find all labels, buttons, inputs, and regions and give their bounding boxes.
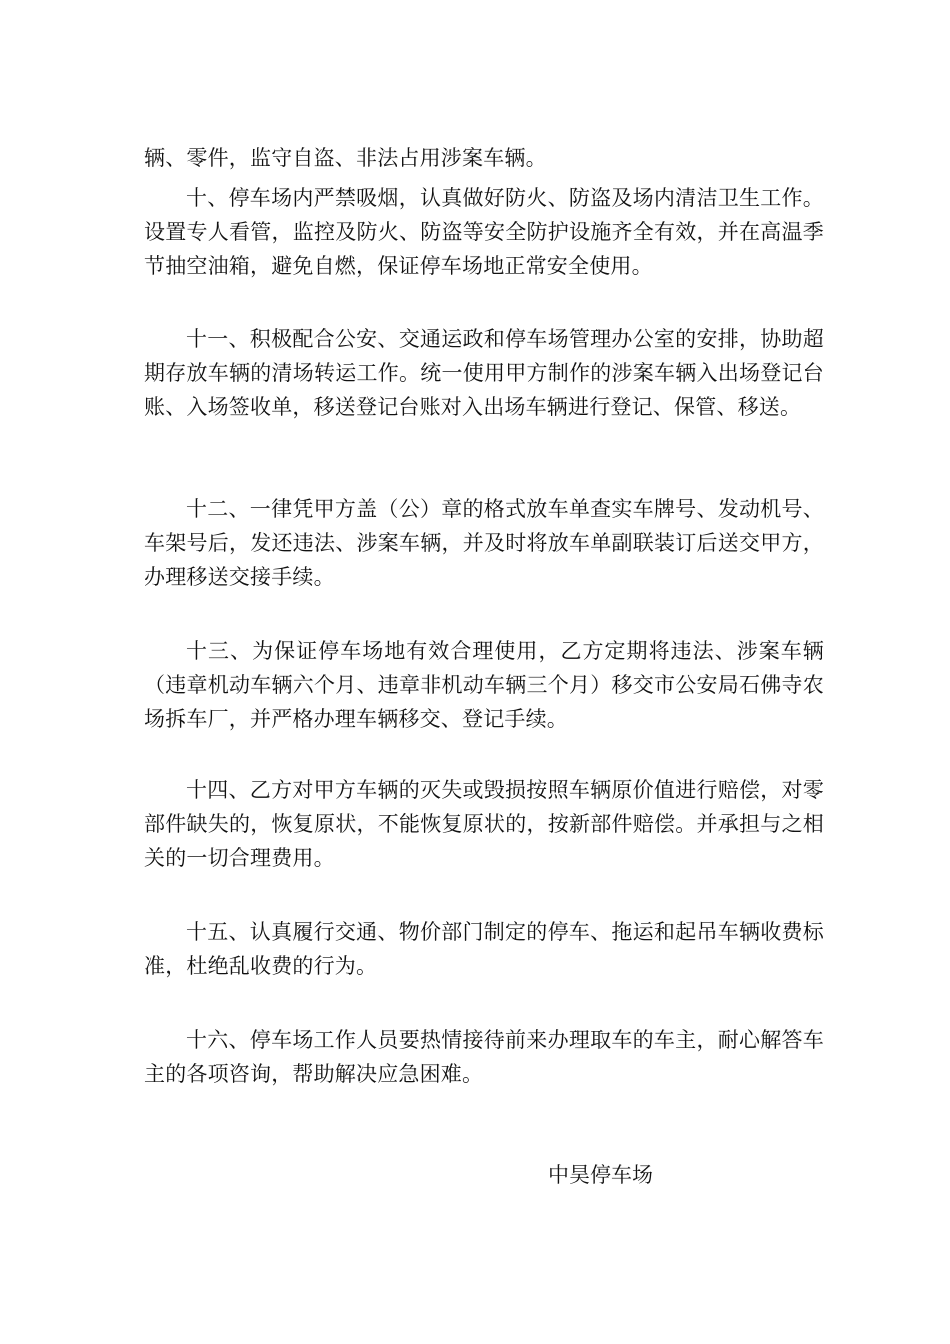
clause-13: 十三、为保证停车场地有效合理使用，乙方定期将违法、涉案车辆（违章机动车辆六个月、违章非机动车辆三个月）移交市公安局石佛寺农场拆车厂，并严格办理车辆移交、登记手续。 <box>144 639 824 731</box>
clause-14: 十四、乙方对甲方车辆的灭失或毁损按照车辆原价值进行赔偿，对零部件缺失的，恢复原状，不能恢复原状的，按新部件赔偿。并承担与之相关的一切合理费用。 <box>144 778 824 870</box>
signature-organization: 中昊停车场 <box>548 1163 653 1187</box>
clause-12: 十二、一律凭甲方盖（公）章的格式放车单查实车牌号、发动机号、车架号后，发还违法、涉案车辆，并及时将放车单副联装订后送交甲方，办理移送交接手续。 <box>144 497 824 589</box>
clause-10: 十、停车场内严禁吸烟，认真做好防火、防盗及场内清洁卫生工作。设置专人看管，监控及防火、防盗等安全防护设施齐全有效，并在高温季节抽空油箱，避免自燃，保证停车场地正常安全使用。 <box>144 186 824 278</box>
clause-11: 十一、积极配合公安、交通运政和停车场管理办公室的安排，协助超期存放车辆的清场转运工作。统一使用甲方制作的涉案车辆入出场登记台账、入场签收单，移送登记台账对入出场车辆进行登记、保管、移送。 <box>144 327 824 419</box>
continuation-paragraph: 辆、零件，监守自盗、非法占用涉案车辆。 <box>144 146 547 170</box>
clause-15: 十五、认真履行交通、物价部门制定的停车、拖运和起吊车辆收费标准，杜绝乱收费的行为。 <box>144 920 824 978</box>
clause-16: 十六、停车场工作人员要热情接待前来办理取车的车主，耐心解答车主的各项咨询，帮助解决应急困难。 <box>144 1028 824 1086</box>
